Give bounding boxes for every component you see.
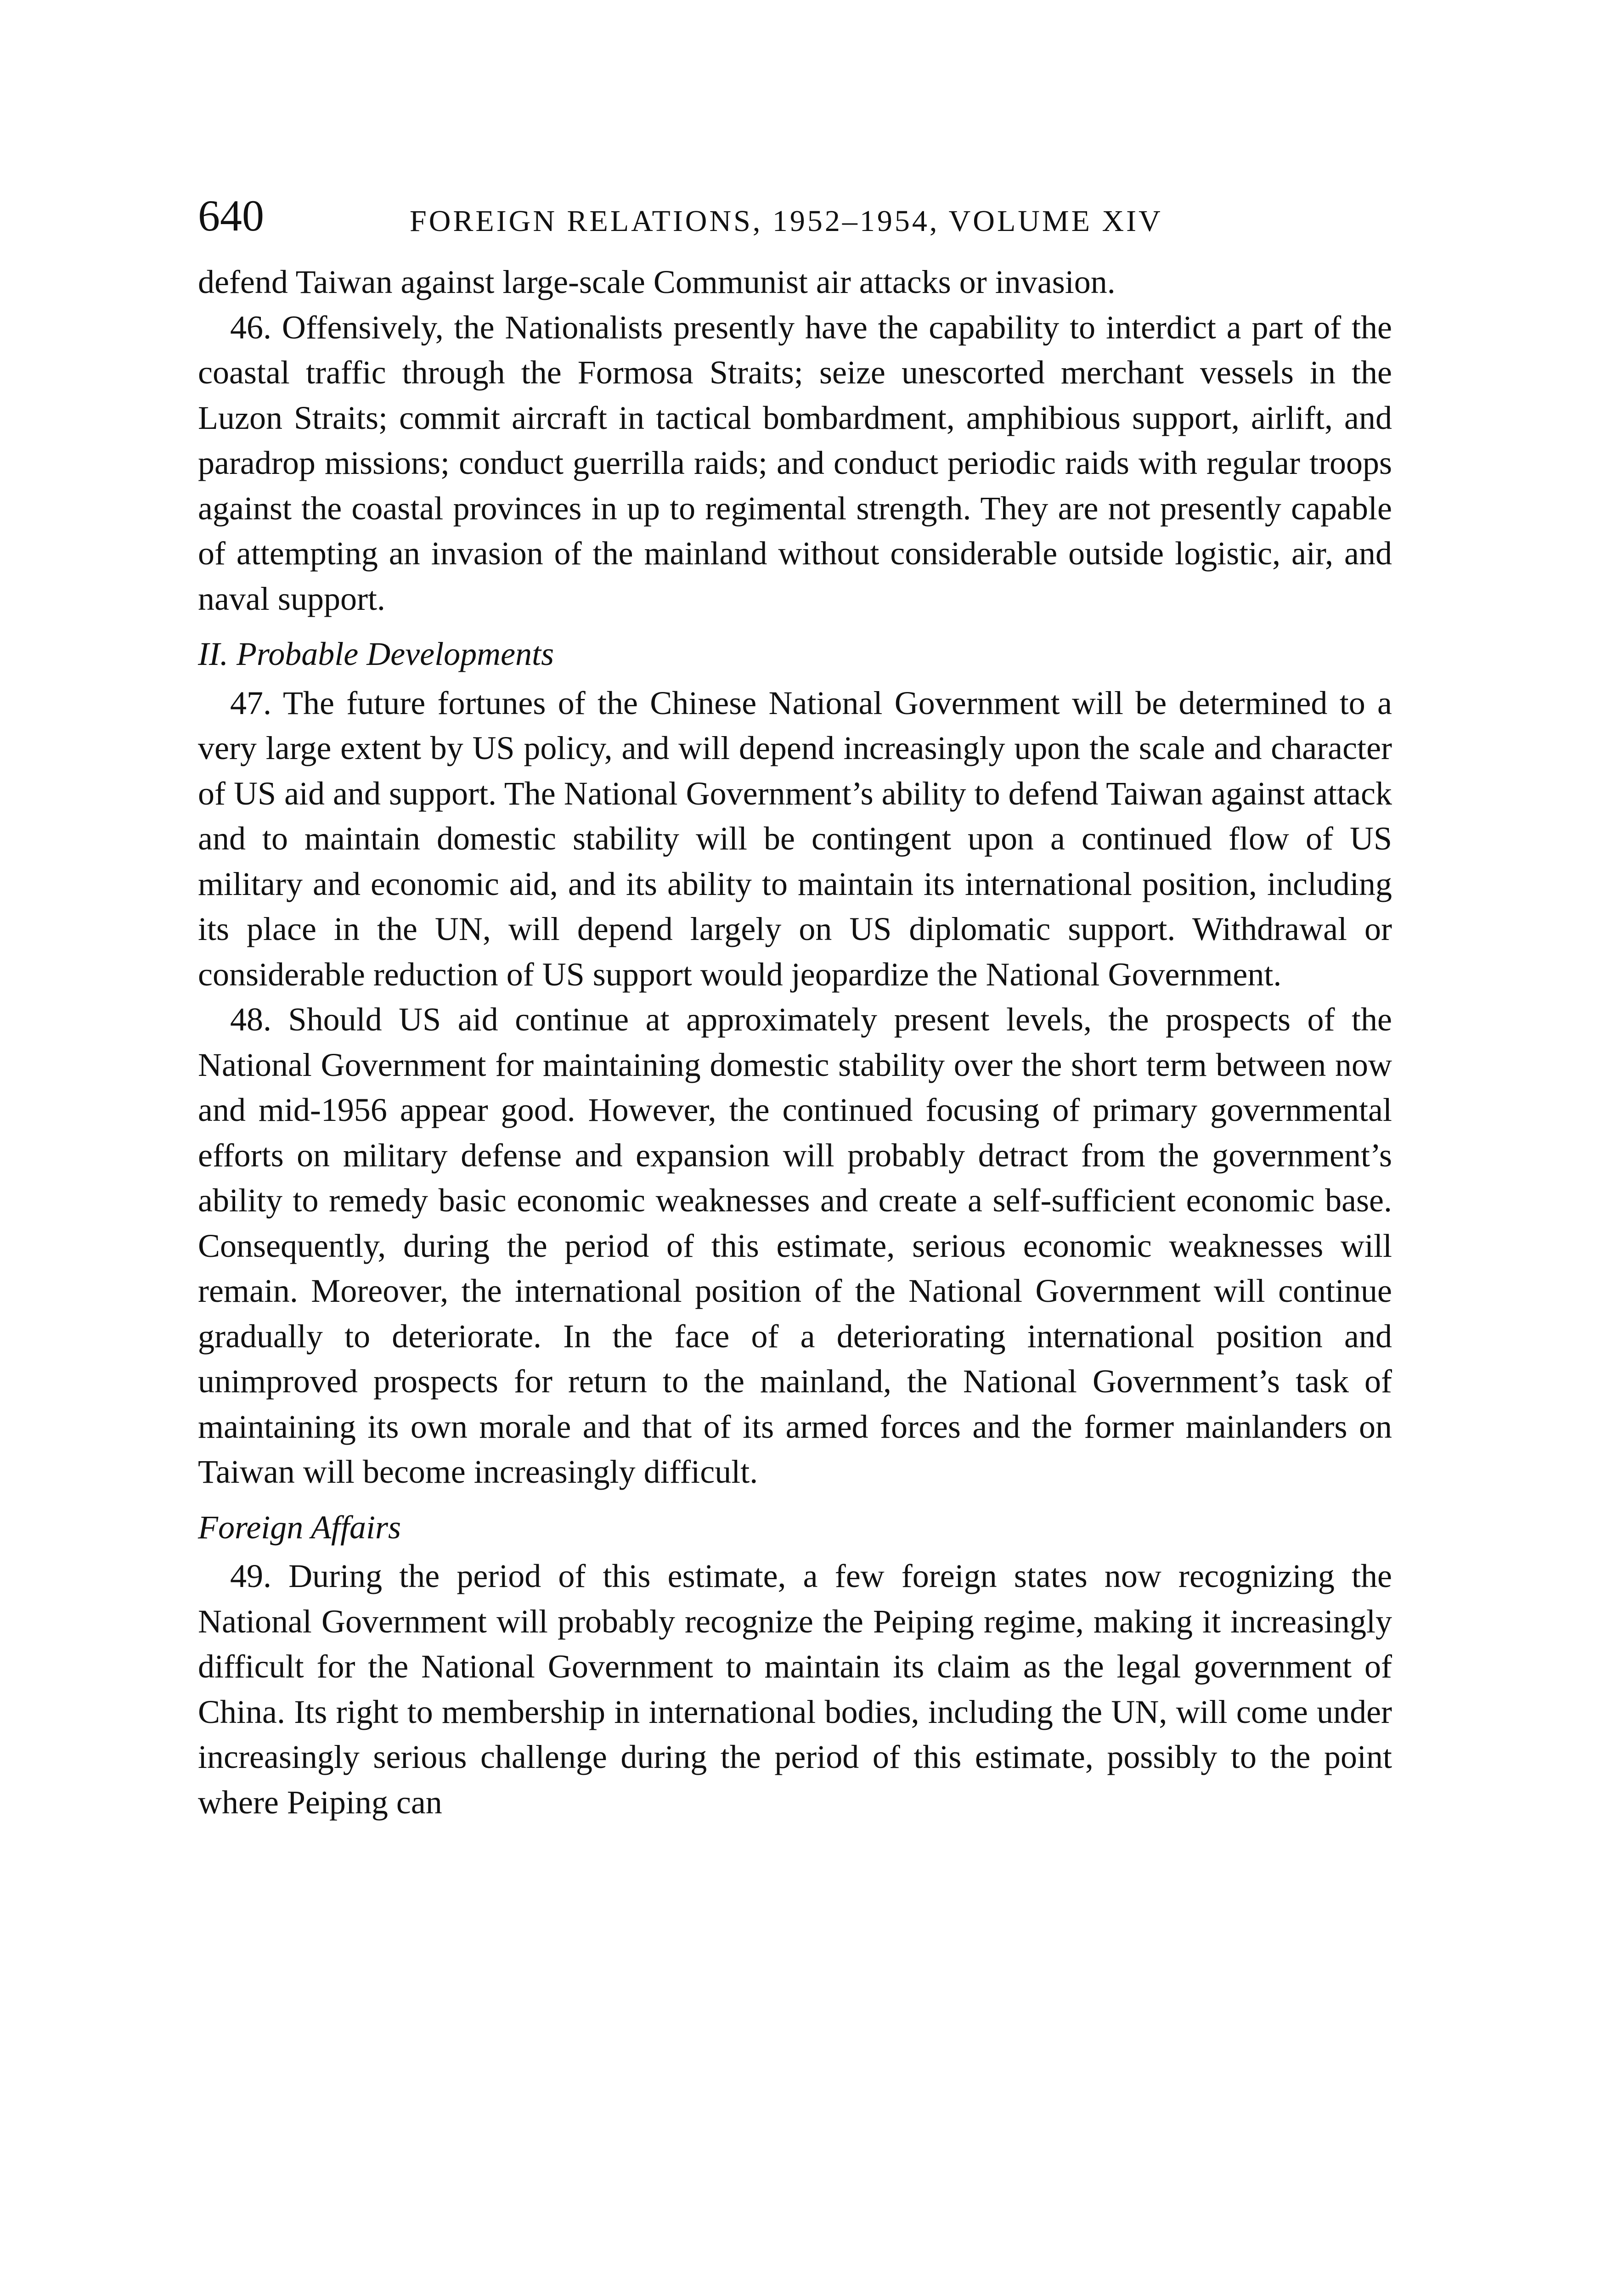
running-title: FOREIGN RELATIONS, 1952–1954, VOLUME XIV — [410, 204, 1163, 238]
page-header — [198, 191, 1392, 259]
section-heading-foreign-affairs: Foreign Affairs — [198, 1508, 401, 1546]
paragraph-49: 49. During the period of this estimate, a few foreign states now recognizing the National Government will probably recognize the Peiping regime, making it increasingly difficult for the National Government to maintain its claim as the legal government of China. Its right to membership in international bodies, including the UN, will come under increasingly serious challenge during the period of this estimate, possibly to the point where Peiping can — [198, 1558, 1392, 1821]
paragraph-46: 46. Offensively, the Nationalists presently have the capability to interdict a part of the coastal traffic through the Formosa Straits; seize unescorted merchant vessels in the Luzon Straits; commit aircraft in tactical bombardment, amphibious support, airlift, and paradrop missions; conduct guerrilla raids; and conduct periodic raids with regular troops against the coastal provinces in up to regimental strength. They are not presently capable of attempting an invasion of the mainland without considerable outside logistic, air, and naval support. — [198, 309, 1392, 617]
section-heading-probable-developments: II. Probable Developments — [198, 636, 554, 672]
paragraph-48: 48. Should US aid continue at approximately present levels, the prospects of the National Government for maintaining domestic stability over the short term between now and mid-1956 appear good. However, the continued focusing of primary governmental efforts on military defense and expansion will probably detract from the government’s ability to remedy basic economic weaknesses and create a self-sufficient economic base. Consequently, during the period of this estimate, serious economic weaknesses will remain. Moreover, the international position of the National Government will continue gradually to deteriorate. In the face of a deteriorating international position and unimproved prospects for return to the mainland, the National Government’s task of maintaining its own morale and that of its armed forces and the former mainlanders on Taiwan will become increasingly difficult. — [198, 1001, 1392, 1490]
paragraph-continued: defend Taiwan against large-scale Communist air attacks or invasion. — [198, 264, 1116, 300]
page-number: 640 — [198, 191, 264, 240]
document-page — [198, 191, 1392, 1825]
paragraph-47: 47. The future fortunes of the Chinese National Government will be determined to a very large extent by US policy, and will depend increasingly upon the scale and character of US aid and support. The National Government’s ability to defend Taiwan against attack and to maintain domestic stability will be contingent upon a continued flow of US military and economic aid, and its ability to maintain its international position, including its place in the UN, will depend largely on US diplomatic support. Withdrawal or considerable reduction of US support would jeopardize the National Government. — [198, 684, 1392, 993]
body-text — [198, 259, 1392, 1825]
